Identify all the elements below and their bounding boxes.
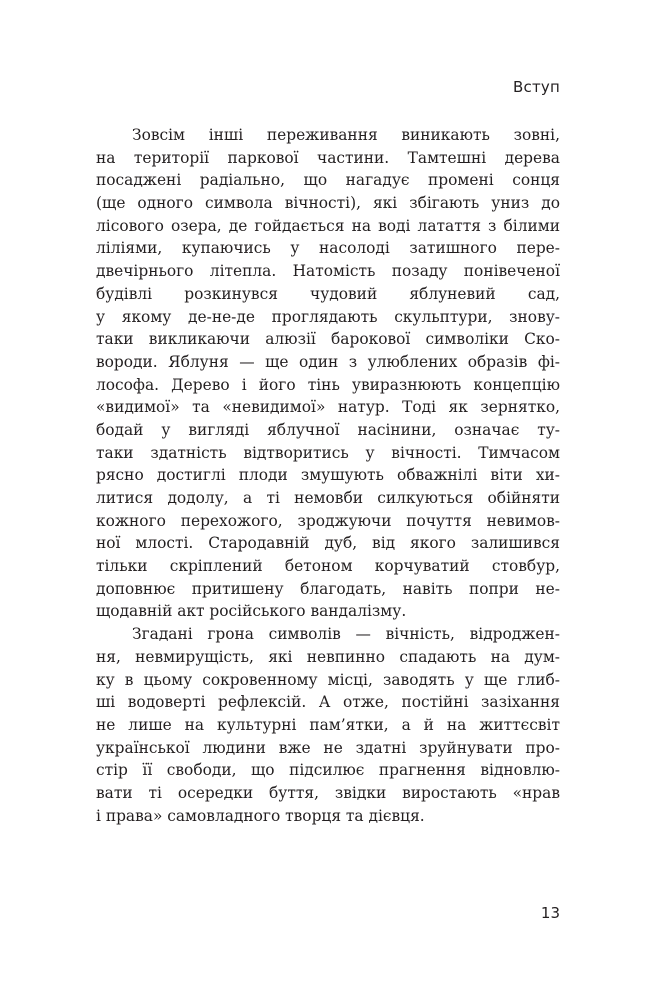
text-line: Згадані грона символів — вічність, відроджен- [132,625,560,644]
text-line: вати ті осередки буття, звідки виростають «нрав [96,783,560,802]
text-line: таки викликаючи алюзії барокової символіки Ско- [96,330,560,349]
text-line: і права» самовладного творця та дієвця. [96,806,425,825]
text-line: вороди. Яблуня — ще один з улюблених образів фі- [96,352,560,371]
text-line: Зовсім інші переживання виникають зовні, [132,126,560,144]
text-line: рясно достиглі плоди змушують обважнілі віти хи- [96,466,560,485]
text-line: кожного перехожого, зроджуючи почуття невимов- [96,511,560,530]
text-line: двечірнього літепла. Натомість позаду понівеченої [96,262,560,281]
text-line: щодавній акт російського вандалізму. [96,602,407,621]
text-line: ші водоверті рефлексій. А отже, постійні зазіхання [96,693,560,712]
text-line: ної млості. Стародавній дуб, від якого залишився [96,534,560,553]
text-line: ліліями, купаючись у насолоді затишного пере- [96,239,560,258]
text-line: литися додолу, а ті немовби силкуються обійняти [96,489,560,507]
text-line: тільки скріплений бетоном корчуватий стовбур, [96,557,560,576]
text-line: ку в цьому сокровенному місці, заводять у ще глиб- [96,670,560,689]
text-line: ня, невмирущість, які невпинно спадають на дум- [96,647,560,666]
text-line: не лише на культурні пам’ятки, а й на життєсвіт [96,715,560,734]
text-line: у якому де-не-де проглядають скульптури, знову- [96,307,560,326]
text-line: лісового озера, де гойдається на воді латаття з білими [96,216,560,235]
text-line: стір її свободи, що підсилює прагнення відновлю- [96,761,560,780]
text-line: на території паркової частини. Тамтешні дерева [96,148,560,167]
page-number: 13 [540,904,560,922]
text-line: «видимої» та «невидимої» натур. Тоді як зернятко, [96,398,560,417]
text-line: української людини вже не здатні зруйнувати про- [96,738,560,757]
text-line: посаджені радіально, що нагадує промені сонця [96,171,560,190]
text-line: будівлі розкинувся чудовий яблуневий сад, [96,284,560,303]
text-line: (ще одного символа вічності), які збігають униз до [96,194,560,213]
text-line: таки здатність відтворитись у вічності. Тимчасом [96,443,560,462]
main-text [96,124,560,827]
running-head: Вступ [513,78,560,96]
paragraph-1 [96,124,560,623]
text-line: доповнює притишену благодать, навіть попри не- [96,579,560,598]
paragraph-2 [96,623,560,827]
text-line: лософа. Дерево і його тінь увиразнюють концепцію [96,375,560,394]
text-line: бодай у вигляді яблучної насінини, означає ту- [96,420,560,439]
